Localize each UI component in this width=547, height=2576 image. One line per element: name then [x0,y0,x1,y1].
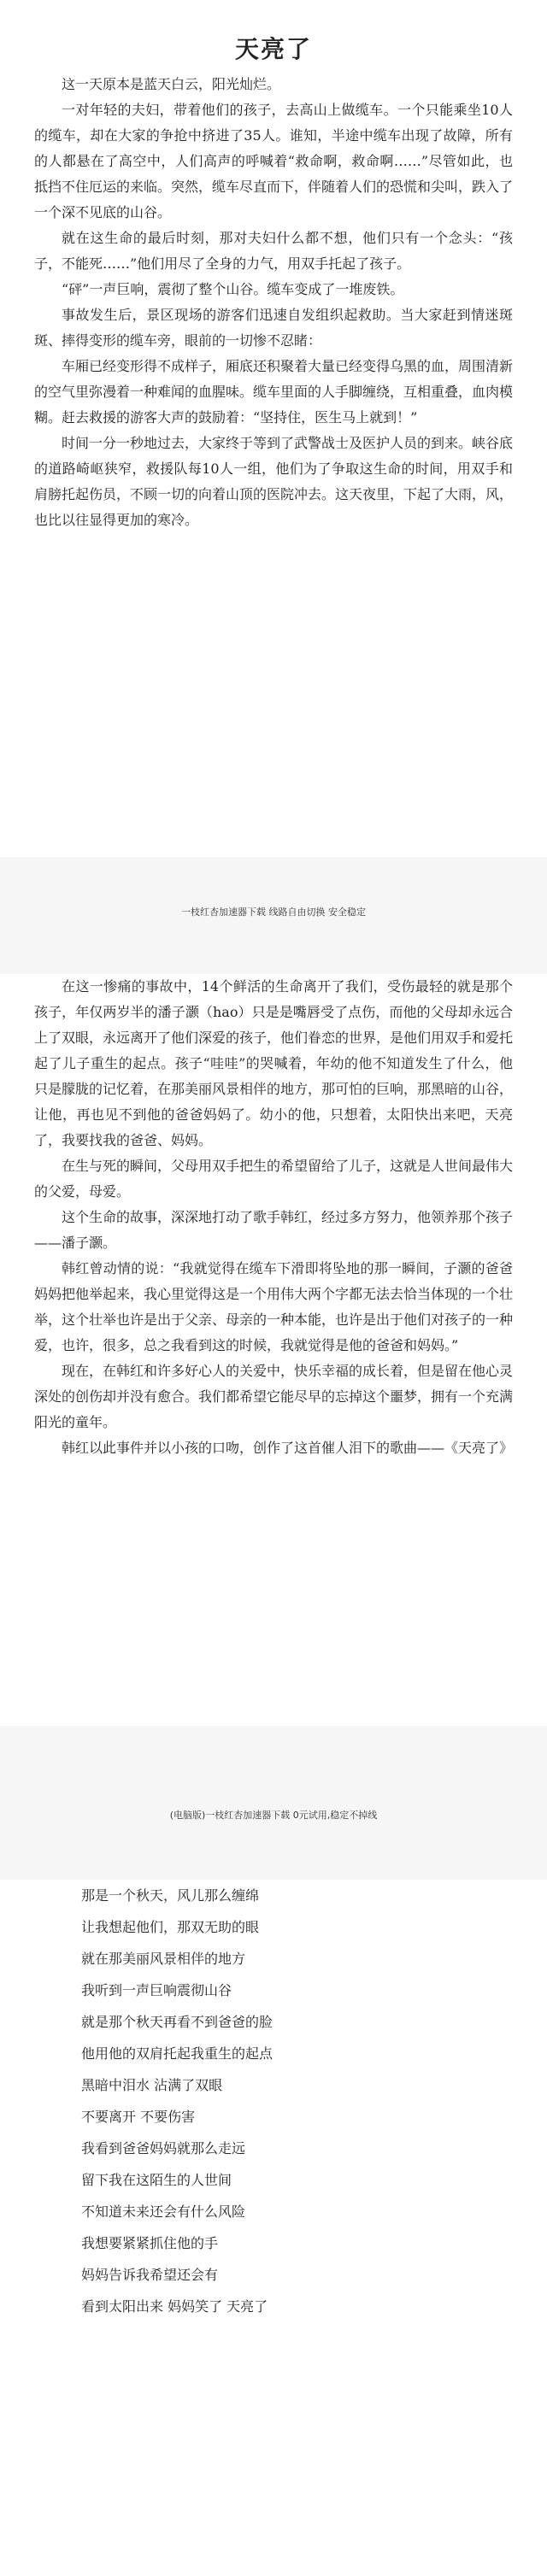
paragraph: 事故发生后，景区现场的游客们迅速自发组织起救助。当大家赶到情迷斑斑、摔得变形的缆车旁，眼前的一切惨不忍睹： [34,307,513,349]
lyric-line: 妈妈告诉我希望还会有 [81,2267,219,2283]
ad-banner[interactable] [0,857,547,974]
lyric-line: 不要离开 不要伤害 [81,2109,196,2125]
paragraph: “砰”一声巨响，震彻了整个山谷。缆车变成了一堆废铁。 [62,281,404,297]
lyric-line: 留下我在这陌生的人世间 [81,2172,232,2188]
paragraph: 现在，在韩红和许多好心人的关爱中，快乐幸福的成长着，但是留在他心灵深处的创伤却并没有愈合。我们都希望它能尽早的忘掉这个噩梦，拥有一个充满阳光的童年。 [34,1363,514,1430]
paragraph: 在这一惨痛的事故中，14个鲜活的生命离开了我们，受伤最轻的就是那个孩子，年仅两岁半的潘子灏（hao）只是是嘴唇受了点伤，而他的父母却永远合上了双眼，永远离开了他们深爱的孩子，他们眷恋的世界，是他们用双手和爱托起了儿子重生的起点。孩子“哇哇”的哭喊着，年幼的他不知道发生了什么，他只是朦胧的记忆着，在那美丽风景相伴的地方，那可怕的巨响，那黑暗的山谷，让他，再也见不到他的爸爸妈妈了。幼小的他，只想着，太阳快出来吧，天亮了，我要找我的爸爸、妈妈。 [34,978,514,1148]
ad-banner[interactable] [0,1726,547,1880]
lyric-line: 他用他的双肩托起我重生的起点 [81,2045,274,2062]
lyric-line: 那是一个秋天，风儿那么缠绵 [81,1887,260,1904]
paragraph: 就在这生命的最后时刻，那对夫妇什么都不想，他们只有一个念头：“孩子，不能死……”他们用尽了全身的力气，用双手托起了孩子。 [34,230,513,272]
article-section-1 [0,0,547,854]
paragraph: 韩红以此事件并以小孩的口吻，创作了这首催人泪下的歌曲——《天亮了》 [62,1440,514,1456]
paragraph: 时间一分一秒地过去，大家终于等到了武警战士及医护人员的到来。峡谷底的道路崎岖狭窄，救援队每10人一组，他们为了争取这生命的时间，用双手和肩膀托起伤员，不顾一切的向着山顶的医院冲去。这天夜里，下起了大雨，风，也比以往显得更加的寒冷。 [34,435,514,528]
lyric-line: 看到太阳出来 妈妈笑了 天亮了 [81,2298,268,2315]
paragraph: 一对年轻的夫妇，带着他们的孩子，去高山上做缆车。一个只能乘坐10人的缆车，却在大家的争抢中挤进了35人。谁知，半途中缆车出现了故障，所有的人都悬在了高空中，人们高声的呼喊着“救命啊，救命啊……”尽管如此，也抵挡不住厄运的来临。突然，缆车尽直而下，伴随着人们的恐慌和尖叫，跌入了一个深不见底的山谷。 [34,102,514,220]
ad-caption[interactable]: (电脑版)一枝红杏加速器下载 0元试用,稳定不掉线 [169,1810,378,1821]
lyrics-section [0,1880,547,2576]
lyric-line: 让我想起他们，那双无助的眼 [81,1919,260,1935]
lyric-line: 我想要紧紧抓住他的手 [81,2235,219,2251]
paragraph: 这一天原本是蓝天白云，阳光灿烂。 [62,76,281,92]
lyric-line: 不知道未来还会有什么风险 [81,2203,246,2220]
article-title: 天亮了 [234,35,312,63]
paragraph: 这个生命的故事，深深地打动了歌手韩红，经过多方努力，他领养那个孩子——潘子灏。 [34,1209,514,1251]
ad-caption[interactable]: 一枝红杏加速器下载 线路自由切换 安全稳定 [181,907,366,918]
paragraph: 车厢已经变形得不成样子，厢底还积聚着大量已经变得乌黑的血，周围清新的空气里弥漫着一种难闻的血腥味。缆车里面的人手脚缠绕，互相重叠，血肉模糊。赶去救援的游客大声的鼓励着：“坚持住，医生马上就到！” [34,358,514,425]
lyric-line: 我看到爸爸妈妈就那么走远 [81,2140,246,2156]
article-section-2 [0,974,547,1658]
lyric-line: 我听到一声巨响震彻山谷 [81,1982,232,1998]
paragraph: 在生与死的瞬间，父母用双手把生的希望留给了儿子，这就是人世间最伟大的父爱，母爱。 [34,1158,514,1200]
lyric-line: 就在那美丽风景相伴的地方 [81,1951,246,1967]
lyric-line: 黑暗中泪水 沾满了双眼 [81,2077,223,2093]
lyric-line: 就是那个秋天再看不到爸爸的脸 [81,2014,274,2030]
paragraph: 韩红曾动情的说：“我就觉得在缆车下滑即将坠地的那一瞬间，子灏的爸爸妈妈把他举起来，我心里觉得这是一个用伟大两个字都无法去恰当体现的一个壮举，这个壮举也许是出于父亲、母亲的一种本能，也许是出于他们对孩子的一种爱，也许，很多，总之我看到这的时候，我就觉得是他的爸爸和妈妈。” [34,1260,514,1353]
